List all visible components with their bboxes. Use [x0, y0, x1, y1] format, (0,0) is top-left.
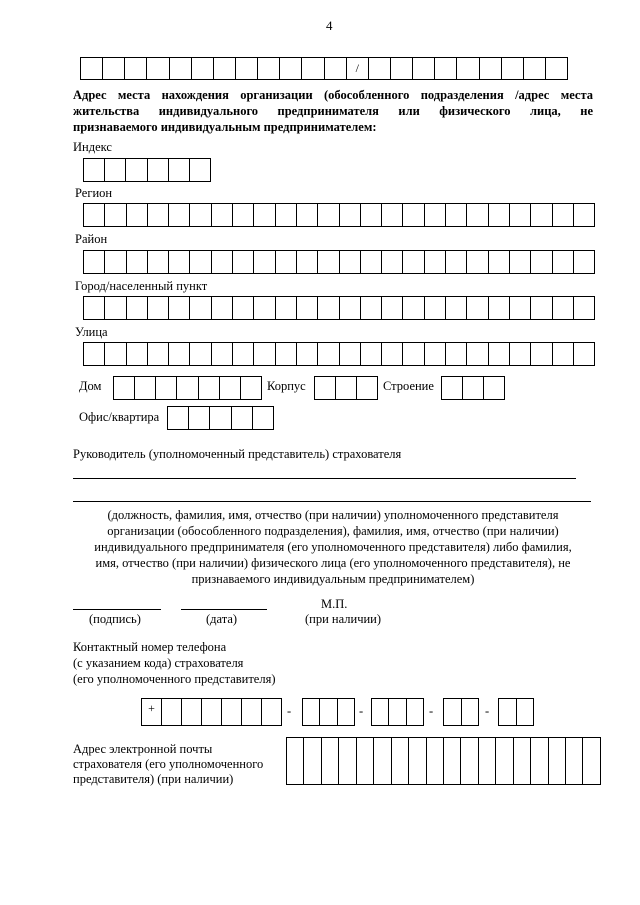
- region-cells[interactable]: [83, 203, 595, 227]
- input-cell[interactable]: [427, 738, 444, 784]
- input-cell[interactable]: [276, 297, 297, 319]
- email-cells[interactable]: [286, 737, 601, 785]
- phone-dash-1: -: [287, 704, 292, 718]
- input-cell[interactable]: [233, 343, 254, 365]
- input-cell[interactable]: [169, 159, 190, 181]
- input-cell[interactable]: [189, 407, 210, 429]
- input-cell[interactable]: [258, 58, 280, 79]
- phone-part-1-cells[interactable]: [371, 698, 424, 726]
- phone-plus-sign: +: [142, 699, 162, 725]
- input-cell[interactable]: [125, 58, 147, 79]
- input-cell[interactable]: [254, 204, 275, 226]
- input-cell[interactable]: [489, 204, 510, 226]
- input-cell[interactable]: [81, 58, 103, 79]
- phone-part-2-cells[interactable]: [443, 698, 479, 726]
- input-cell[interactable]: [357, 377, 377, 399]
- input-cell[interactable]: [318, 204, 339, 226]
- input-cell[interactable]: [583, 738, 599, 784]
- input-cell[interactable]: [325, 58, 347, 79]
- input-cell[interactable]: [322, 738, 339, 784]
- input-cell[interactable]: [212, 343, 233, 365]
- input-cell[interactable]: [105, 159, 126, 181]
- input-cell[interactable]: [127, 204, 148, 226]
- input-cell[interactable]: [340, 251, 361, 273]
- phone-dash-3: -: [429, 704, 434, 718]
- input-cell[interactable]: [148, 343, 169, 365]
- head-caption-line-1: (должность, фамилия, имя, отчество (при наличии) уполномоченного представителя: [107, 508, 559, 522]
- input-cell[interactable]: [553, 343, 574, 365]
- input-cell[interactable]: [425, 251, 446, 273]
- input-cell[interactable]: [574, 251, 594, 273]
- input-cell[interactable]: [546, 58, 567, 79]
- input-cell[interactable]: [382, 297, 403, 319]
- input-cell[interactable]: [382, 204, 403, 226]
- input-cell[interactable]: [162, 699, 182, 725]
- input-cell[interactable]: [510, 204, 531, 226]
- input-cell[interactable]: [392, 738, 409, 784]
- input-cell[interactable]: [361, 251, 382, 273]
- input-cell[interactable]: [442, 377, 463, 399]
- phone-label-line-2: (с указанием кода) страхователя: [73, 656, 244, 670]
- input-cell[interactable]: [446, 343, 467, 365]
- input-cell[interactable]: [127, 251, 148, 273]
- input-cell[interactable]: [105, 251, 126, 273]
- input-cell[interactable]: [242, 699, 262, 725]
- input-cell[interactable]: [148, 251, 169, 273]
- input-cell[interactable]: [126, 159, 147, 181]
- input-cell[interactable]: [531, 343, 552, 365]
- input-cell[interactable]: [84, 204, 105, 226]
- head-caption-line-5: признаваемого индивидуальным предпринимателем): [191, 572, 475, 586]
- input-cell[interactable]: [297, 297, 318, 319]
- input-cell[interactable]: [489, 343, 510, 365]
- input-cell[interactable]: [403, 251, 424, 273]
- input-cell[interactable]: [462, 699, 479, 725]
- input-cell[interactable]: [409, 738, 426, 784]
- input-cell[interactable]: [210, 407, 231, 429]
- region-label: Регион: [75, 186, 113, 200]
- input-cell[interactable]: [220, 377, 241, 399]
- input-cell[interactable]: [222, 699, 242, 725]
- input-cell[interactable]: [461, 738, 478, 784]
- phone-part-3-cells[interactable]: [498, 698, 534, 726]
- structure-cells[interactable]: [441, 376, 505, 400]
- input-cell[interactable]: [318, 297, 339, 319]
- input-cell[interactable]: [339, 738, 356, 784]
- input-cell[interactable]: [214, 58, 236, 79]
- input-cell[interactable]: [531, 251, 552, 273]
- phone-label-line-3: (его уполномоченного представителя): [73, 672, 276, 686]
- building-cells[interactable]: [314, 376, 378, 400]
- input-cell[interactable]: [338, 699, 354, 725]
- structure-label: Строение: [383, 379, 434, 393]
- office-cells[interactable]: [167, 406, 274, 430]
- input-cell[interactable]: [446, 251, 467, 273]
- date-caption: (дата): [206, 612, 238, 626]
- input-cell[interactable]: [170, 58, 192, 79]
- phone-dash-4: -: [485, 704, 490, 718]
- input-cell[interactable]: [553, 251, 574, 273]
- input-cell[interactable]: [403, 204, 424, 226]
- input-cell[interactable]: [212, 297, 233, 319]
- input-cell[interactable]: [303, 699, 320, 725]
- email-label-line-3: представителя) (при наличии): [73, 772, 234, 786]
- input-cell[interactable]: [389, 699, 406, 725]
- input-cell[interactable]: [361, 204, 382, 226]
- head-caption-line-2: организации (обособленного подразделения), фамилия, имя, отчество (при наличии): [107, 524, 559, 538]
- address-heading-line-3: признаваемого индивидуальным предпринимателем:: [73, 120, 377, 134]
- address-heading-line-2: жительства индивидуального предпринимателя или физического лица, не: [73, 104, 593, 118]
- input-cell[interactable]: [253, 407, 273, 429]
- input-cell[interactable]: [168, 407, 189, 429]
- input-cell[interactable]: [177, 377, 198, 399]
- input-cell[interactable]: [147, 58, 169, 79]
- input-cell[interactable]: [361, 343, 382, 365]
- input-cell[interactable]: [574, 297, 594, 319]
- input-cell[interactable]: [496, 738, 513, 784]
- input-cell[interactable]: [531, 297, 552, 319]
- input-cell[interactable]: [190, 251, 211, 273]
- input-cell[interactable]: [114, 377, 135, 399]
- input-cell[interactable]: [467, 251, 488, 273]
- input-cell[interactable]: [382, 251, 403, 273]
- input-cell[interactable]: [315, 377, 336, 399]
- input-cell[interactable]: [369, 58, 391, 79]
- input-cell[interactable]: [574, 204, 594, 226]
- input-cell[interactable]: [446, 297, 467, 319]
- input-cell[interactable]: [297, 204, 318, 226]
- input-cell[interactable]: [103, 58, 125, 79]
- city-cells[interactable]: [83, 296, 595, 320]
- email-label-line-2: страхователя (его уполномоченного: [73, 757, 264, 771]
- input-cell[interactable]: [202, 699, 222, 725]
- input-cell[interactable]: [276, 204, 297, 226]
- input-cell[interactable]: [457, 58, 479, 79]
- input-cell[interactable]: [467, 297, 488, 319]
- input-cell[interactable]: [574, 343, 594, 365]
- input-cell[interactable]: [318, 343, 339, 365]
- input-cell[interactable]: [169, 251, 190, 273]
- input-cell[interactable]: [446, 204, 467, 226]
- input-cell[interactable]: [499, 699, 517, 725]
- input-cell[interactable]: [212, 251, 233, 273]
- input-cell[interactable]: [566, 738, 583, 784]
- input-cell[interactable]: [156, 377, 177, 399]
- house-label: Дом: [79, 379, 102, 393]
- input-cell[interactable]: [302, 58, 324, 79]
- input-cell[interactable]: [304, 738, 321, 784]
- input-cell[interactable]: [105, 297, 126, 319]
- input-cell[interactable]: [232, 407, 253, 429]
- input-cell[interactable]: [169, 204, 190, 226]
- input-cell[interactable]: [524, 58, 546, 79]
- input-cell[interactable]: [233, 297, 254, 319]
- input-cell[interactable]: [84, 297, 105, 319]
- head-label: Руководитель (уполномоченный представитель) страхователя: [73, 447, 402, 461]
- input-cell[interactable]: [489, 297, 510, 319]
- top-code-cells[interactable]: [80, 57, 568, 80]
- input-cell[interactable]: [517, 699, 534, 725]
- input-cell[interactable]: [403, 297, 424, 319]
- input-cell[interactable]: [340, 297, 361, 319]
- input-cell[interactable]: [190, 297, 211, 319]
- input-cell[interactable]: [502, 58, 524, 79]
- input-cell[interactable]: [403, 343, 424, 365]
- input-cell[interactable]: [254, 297, 275, 319]
- input-cell[interactable]: [236, 58, 258, 79]
- input-cell[interactable]: [444, 738, 461, 784]
- phone-code-cells[interactable]: [302, 698, 355, 726]
- input-cell[interactable]: [382, 343, 403, 365]
- input-cell[interactable]: [84, 251, 105, 273]
- input-cell[interactable]: [510, 251, 531, 273]
- input-cell[interactable]: [510, 297, 531, 319]
- input-cell[interactable]: [553, 297, 574, 319]
- input-cell[interactable]: [340, 204, 361, 226]
- street-label: Улица: [75, 325, 108, 339]
- input-cell[interactable]: [297, 251, 318, 273]
- input-cell[interactable]: [262, 699, 281, 725]
- input-cell[interactable]: [190, 204, 211, 226]
- input-cell[interactable]: [467, 204, 488, 226]
- input-cell[interactable]: [553, 204, 574, 226]
- input-cell[interactable]: [297, 343, 318, 365]
- city-label: Город/населенный пункт: [75, 279, 208, 293]
- input-cell[interactable]: [425, 204, 446, 226]
- index-label: Индекс: [73, 140, 112, 154]
- input-cell[interactable]: [105, 204, 126, 226]
- input-cell[interactable]: [276, 251, 297, 273]
- input-cell[interactable]: [182, 699, 202, 725]
- input-cell[interactable]: [212, 204, 233, 226]
- district-cells[interactable]: [83, 250, 595, 274]
- input-cell[interactable]: [435, 58, 457, 79]
- input-cell[interactable]: [467, 343, 488, 365]
- stamp-label: М.П.: [321, 597, 348, 611]
- signature-caption: (подпись): [89, 612, 141, 626]
- input-cell[interactable]: [148, 297, 169, 319]
- input-cell[interactable]: [531, 738, 548, 784]
- input-cell[interactable]: [233, 251, 254, 273]
- input-cell[interactable]: [241, 377, 261, 399]
- input-cell[interactable]: [413, 58, 435, 79]
- head-caption-line-3: индивидуального предпринимателя (его уполномоченного представителя) либо фамилия,: [94, 540, 572, 554]
- input-cell[interactable]: [254, 251, 275, 273]
- input-cell[interactable]: [254, 343, 275, 365]
- input-cell[interactable]: [425, 343, 446, 365]
- address-heading-line-1: Адрес места нахождения организации (обособленного подразделения /адрес места: [73, 88, 593, 102]
- input-cell[interactable]: [444, 699, 462, 725]
- office-label: Офис/квартира: [79, 410, 160, 424]
- signature-line[interactable]: [73, 609, 161, 610]
- input-cell[interactable]: [479, 738, 496, 784]
- input-cell[interactable]: [372, 699, 389, 725]
- phone-country-cells[interactable]: [141, 698, 282, 726]
- input-cell[interactable]: [169, 343, 190, 365]
- input-cell[interactable]: [148, 204, 169, 226]
- input-cell[interactable]: [84, 343, 105, 365]
- head-caption-line-4: имя, отчество (при наличии) физического лица (его уполномоченного представителя), не: [95, 556, 571, 570]
- input-cell[interactable]: [340, 343, 361, 365]
- building-label: Корпус: [267, 379, 306, 393]
- input-cell[interactable]: [318, 251, 339, 273]
- input-cell[interactable]: [135, 377, 156, 399]
- input-cell[interactable]: [549, 738, 566, 784]
- input-cell[interactable]: [361, 297, 382, 319]
- head-fill-line-1[interactable]: [73, 478, 576, 479]
- input-cell[interactable]: [425, 297, 446, 319]
- email-label-line-1: Адрес электронной почты: [73, 742, 213, 756]
- input-cell[interactable]: [510, 343, 531, 365]
- input-cell[interactable]: [190, 343, 211, 365]
- street-cells[interactable]: [83, 342, 595, 366]
- input-cell[interactable]: [514, 738, 531, 784]
- input-cell[interactable]: [169, 297, 190, 319]
- input-cell[interactable]: [489, 251, 510, 273]
- slash-cell[interactable]: /: [347, 58, 369, 79]
- input-cell[interactable]: [336, 377, 357, 399]
- house-cells[interactable]: [113, 376, 262, 400]
- input-cell[interactable]: [463, 377, 484, 399]
- input-cell[interactable]: [192, 58, 214, 79]
- input-cell[interactable]: [233, 204, 254, 226]
- input-cell[interactable]: [276, 343, 297, 365]
- input-cell[interactable]: [357, 738, 374, 784]
- phone-label-line-1: Контактный номер телефона: [73, 640, 227, 654]
- input-cell[interactable]: [148, 159, 169, 181]
- district-label: Район: [75, 232, 108, 246]
- input-cell[interactable]: [199, 377, 220, 399]
- date-line[interactable]: [181, 609, 267, 610]
- index-cells[interactable]: [83, 158, 211, 182]
- phone-dash-2: -: [359, 704, 364, 718]
- stamp-caption: (при наличии): [305, 612, 382, 626]
- input-cell[interactable]: [190, 159, 210, 181]
- input-cell[interactable]: [127, 297, 148, 319]
- input-cell[interactable]: [287, 738, 304, 784]
- input-cell[interactable]: [484, 377, 504, 399]
- input-cell[interactable]: [127, 343, 148, 365]
- input-cell[interactable]: [407, 699, 423, 725]
- input-cell[interactable]: [84, 159, 105, 181]
- input-cell[interactable]: [531, 204, 552, 226]
- page-number: 4: [326, 18, 333, 33]
- input-cell[interactable]: [105, 343, 126, 365]
- input-cell[interactable]: [480, 58, 502, 79]
- input-cell[interactable]: [280, 58, 302, 79]
- head-fill-line-2[interactable]: [73, 501, 591, 502]
- input-cell[interactable]: [374, 738, 391, 784]
- input-cell[interactable]: [320, 699, 337, 725]
- input-cell[interactable]: [391, 58, 413, 79]
